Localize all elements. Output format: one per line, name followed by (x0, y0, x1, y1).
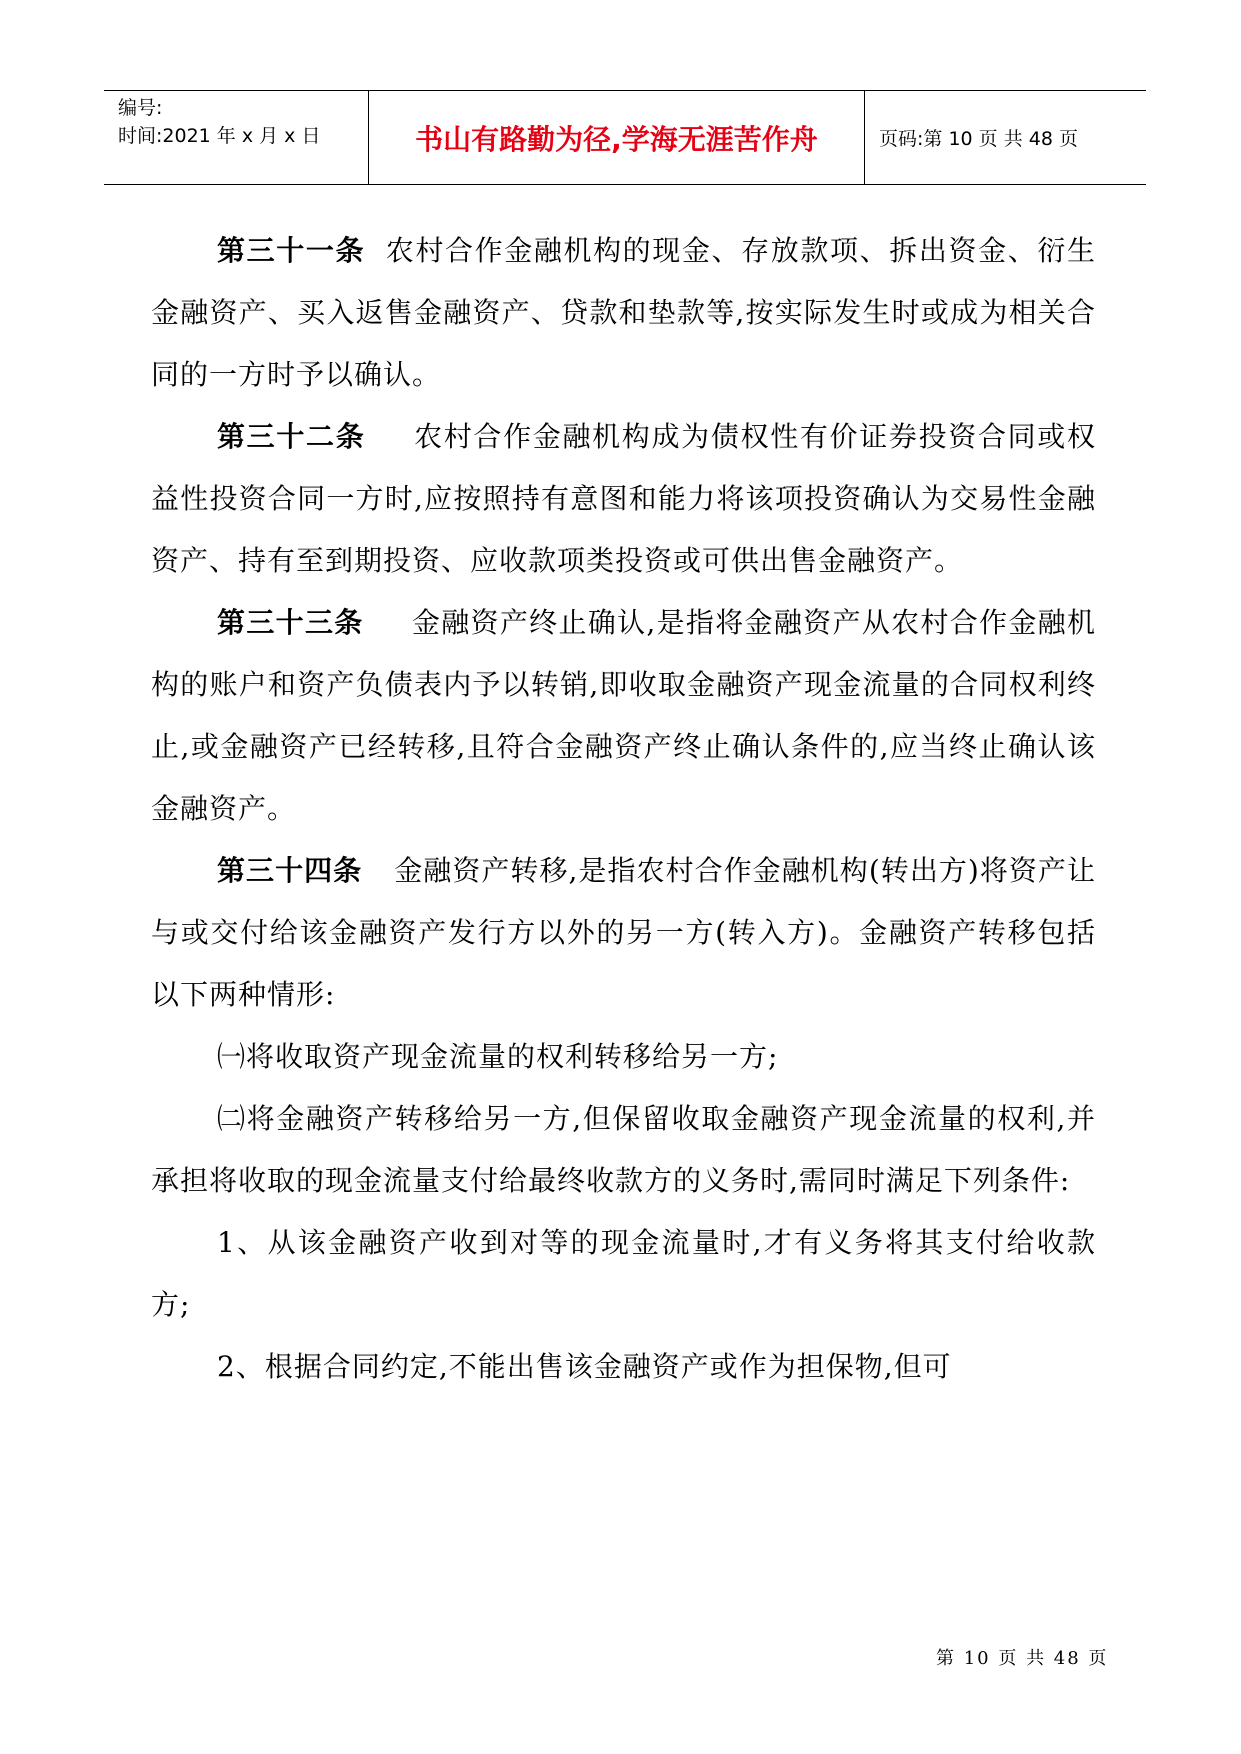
paragraph-condition-1 (151, 1212, 1096, 1336)
page-footer: 第 10 页 共 48 页 (936, 1648, 1109, 1669)
paragraph-text: 金融资产终止确认,是指将金融资产从农村合作金融机构的账户和资产负债表内予以转销,即收取金融资产现金流量的合同权利终止,或金融资产已经转移,且符合金融资产终止确认条件的,应当终止确认该金融资产。 (151, 606, 1096, 825)
paragraph-article-33 (151, 592, 1096, 840)
paragraph-text: 农村合作金融机构成为债权性有价证券投资合同或权益性投资合同一方时,应按照持有意图和能力将该项投资确认为交易性金融资产、持有至到期投资、应收款项类投资或可供出售金融资产。 (151, 420, 1096, 577)
paragraph-text: 2、根据合同约定,不能出售该金融资产或作为担保物,但可 (217, 1350, 952, 1383)
header-page-code: 页码:第 10 页 共 48 页 (879, 128, 1078, 150)
paragraph-article-34 (151, 840, 1096, 1026)
article-heading: 第三十四条 (217, 854, 363, 887)
header-motto: 书山有路勤为径,学海无涯苦作舟 (415, 122, 818, 156)
paragraph-item-2 (151, 1088, 1096, 1212)
article-heading: 第三十三条 (217, 606, 364, 639)
paragraph-text: 金融资产转移,是指农村合作金融机构(转出方)将资产让与或交付给该金融资产发行方以外的另一方(转入方)。金融资产转移包括以下两种情形: (151, 854, 1096, 1011)
paragraph-article-31 (151, 220, 1096, 406)
header-meta-cell (104, 91, 369, 184)
document-number-label: 编号: (118, 97, 163, 119)
paragraph-item-1 (151, 1026, 1096, 1088)
document-header (104, 90, 1146, 185)
paragraph-text: 1、从该金融资产收到对等的现金流量时,才有义务将其支付给收款方; (151, 1226, 1096, 1321)
header-motto-cell (369, 91, 865, 184)
document-time-label: 时间:2021 年 x 月 x 日 (118, 125, 321, 147)
article-heading: 第三十二条 (217, 420, 366, 453)
header-page-cell (865, 91, 1146, 184)
paragraph-article-32 (151, 406, 1096, 592)
paragraph-text: ㈠将收取资产现金流量的权利转移给另一方; (217, 1040, 779, 1073)
article-heading: 第三十一条 (217, 234, 366, 267)
paragraph-text: 农村合作金融机构的现金、存放款项、拆出资金、衍生金融资产、买入返售金融资产、贷款和垫款等,按实际发生时或成为相关合同的一方时予以确认。 (151, 234, 1096, 391)
document-body (151, 220, 1096, 1398)
paragraph-condition-2 (151, 1336, 1096, 1398)
paragraph-text: ㈡将金融资产转移给另一方,但保留收取金融资产现金流量的权利,并承担将收取的现金流量支付给最终收款方的义务时,需同时满足下列条件: (151, 1102, 1096, 1197)
